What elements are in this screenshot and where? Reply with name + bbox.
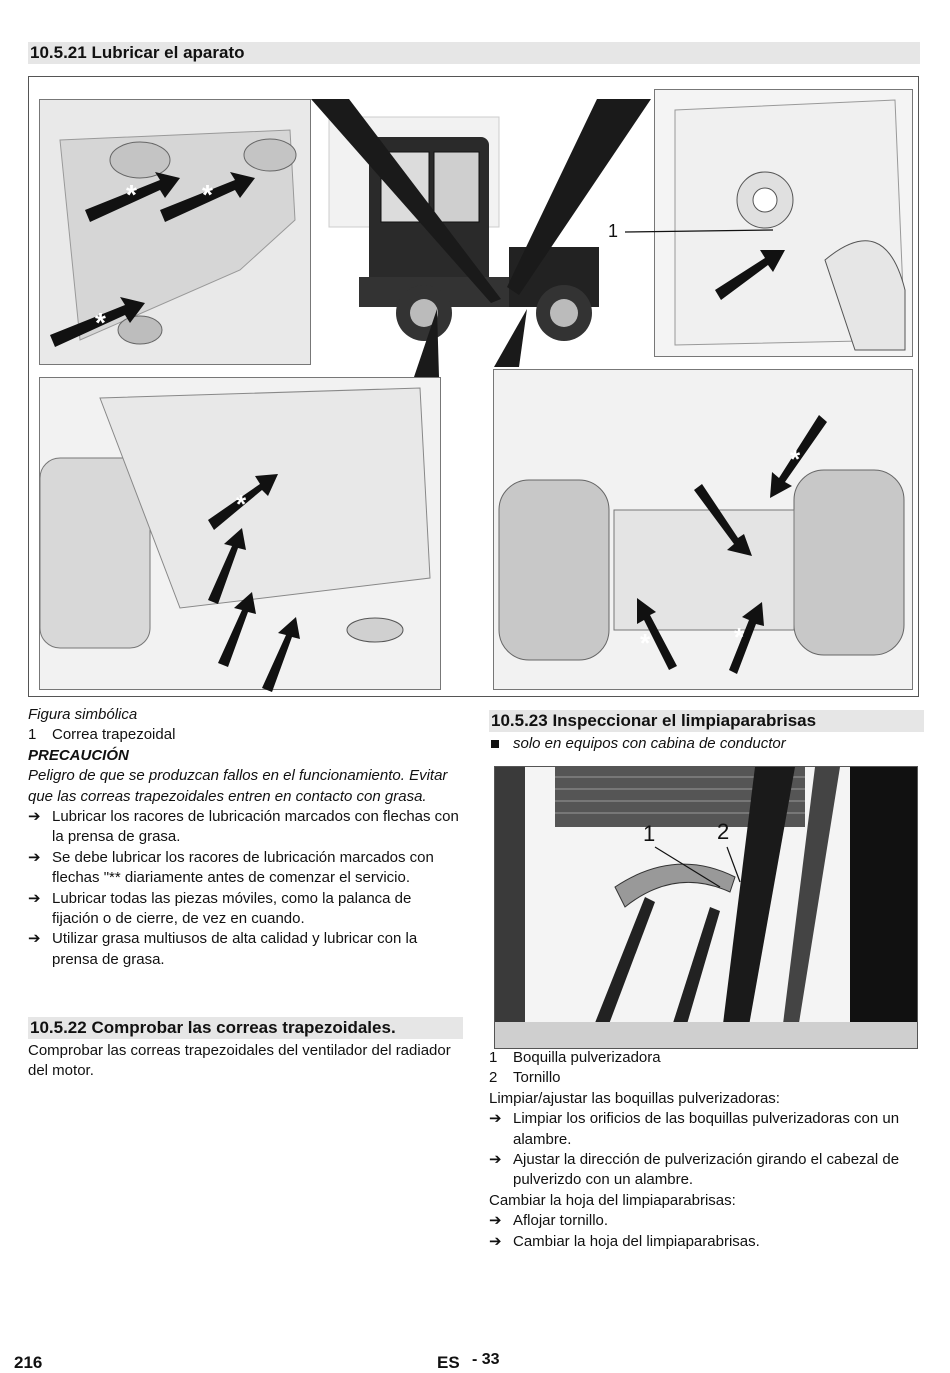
asterisk-5: * — [790, 444, 801, 474]
note-text: solo en equipos con cabina de conductor — [513, 735, 786, 752]
step-item — [28, 889, 460, 930]
legend-text: Tornillo — [513, 1069, 561, 1087]
arrow-glyph: ➔ — [28, 808, 41, 826]
legend-number: 1 — [28, 726, 37, 744]
callout-wedge-bottom-right — [494, 309, 527, 367]
panel-bottom-left — [39, 377, 441, 690]
arrow-8 — [262, 617, 300, 692]
bullet-note — [489, 734, 921, 754]
sub-page-number: - 33 — [472, 1351, 500, 1368]
section-title: 10.5.21 Lubricar el aparato — [30, 43, 245, 62]
legend-text: Correa trapezoidal — [52, 726, 176, 744]
section-text: Comprobar las correas trapezoidales del ventilador del radiador del motor. — [28, 1042, 451, 1080]
wiper-photo — [494, 766, 918, 1049]
asterisk-4: * — [236, 489, 247, 519]
photo-label-2: 2 — [717, 819, 730, 844]
caution-title: PRECAUCIÓN — [28, 746, 129, 764]
legend-item — [489, 1048, 921, 1068]
step-item — [28, 929, 460, 970]
asterisk-1: * — [126, 179, 137, 210]
panel-bottom-right — [493, 369, 913, 690]
section-header-vbelts — [28, 1017, 463, 1039]
bullet-square — [491, 740, 499, 748]
arrow-glyph: ➔ — [489, 1110, 502, 1128]
step-text: Limpiar los orificios de las boquillas pulverizadoras con un alambre. — [513, 1110, 900, 1148]
step-item — [489, 1109, 921, 1150]
step-text: Cambiar la hoja del limpiaparabrisas. — [513, 1232, 760, 1250]
section-header-wipers — [489, 710, 924, 732]
legend-item — [489, 1068, 921, 1088]
legend-number: 1 — [489, 1049, 498, 1066]
wiper-note — [489, 734, 921, 754]
arrow-glyph: ➔ — [28, 848, 41, 866]
section-header-lubricate — [28, 42, 920, 64]
step-item — [28, 848, 460, 889]
clean-title: Limpiar/ajustar las boquillas pulverizadoras: — [489, 1089, 780, 1107]
step-text: Lubricar los racores de lubricación marcados con flechas con la prensa de grasa. — [52, 808, 459, 846]
lubrication-figure — [28, 76, 919, 697]
arrow-glyph: ➔ — [489, 1232, 502, 1250]
step-text: Aflojar tornillo. — [513, 1212, 609, 1230]
section-title: 10.5.22 Comprobar las correas trapezoidales. — [30, 1018, 396, 1037]
asterisk-3: * — [95, 307, 106, 338]
panel-top-right — [608, 89, 913, 357]
arrow-glyph: ➔ — [489, 1151, 502, 1169]
arrow-glyph: ➔ — [28, 930, 41, 948]
page-number: 216 — [14, 1353, 43, 1372]
section-title: 10.5.23 Inspeccionar el limpiaparabrisas — [491, 711, 817, 730]
callout-label-1: 1 — [608, 221, 619, 241]
step-text: Se debe lubricar los racores de lubricación marcados con flechas "** diariamente antes de comenzar el servicio. — [52, 848, 434, 887]
step-text: Utilizar grasa multiusos de alta calidad y lubricar con la prensa de grasa. — [52, 930, 418, 968]
arrow-glyph: ➔ — [28, 889, 41, 907]
panel-top-left — [39, 99, 311, 365]
step-item — [489, 1211, 921, 1231]
step-item — [28, 807, 460, 848]
left-column — [28, 705, 460, 970]
step-text: Lubricar todas las piezas móviles, como la palanca de fijación o de cierre, de vez en cuando. — [52, 889, 412, 928]
legend-number: 2 — [489, 1069, 498, 1087]
asterisk-7: * — [734, 622, 745, 652]
asterisk-6: * — [640, 628, 651, 658]
legend-item — [28, 725, 460, 745]
asterisk-2: * — [202, 179, 213, 210]
step-text: Ajustar la dirección de pulverización girando el cabezal de pulverizdo con un alambre. — [513, 1151, 900, 1189]
caution-text: Peligro de que se produzcan fallos en el funcionamiento. Evitar que las correas trapezoidales entren en contacto con grasa. — [28, 767, 448, 805]
legend-text: Boquilla pulverizadora — [513, 1049, 661, 1066]
step-item — [489, 1150, 921, 1191]
step-item — [489, 1232, 921, 1252]
language-code: ES — [437, 1353, 460, 1372]
photo-label-1: 1 — [643, 821, 656, 846]
wiper-instructions — [489, 1048, 921, 1252]
arrow-glyph: ➔ — [489, 1212, 502, 1230]
vbelts-text-block — [28, 1041, 460, 1082]
change-title: Cambiar la hoja del limpiaparabrisas: — [489, 1191, 736, 1209]
figure-caption: Figura simbólica — [28, 706, 138, 723]
